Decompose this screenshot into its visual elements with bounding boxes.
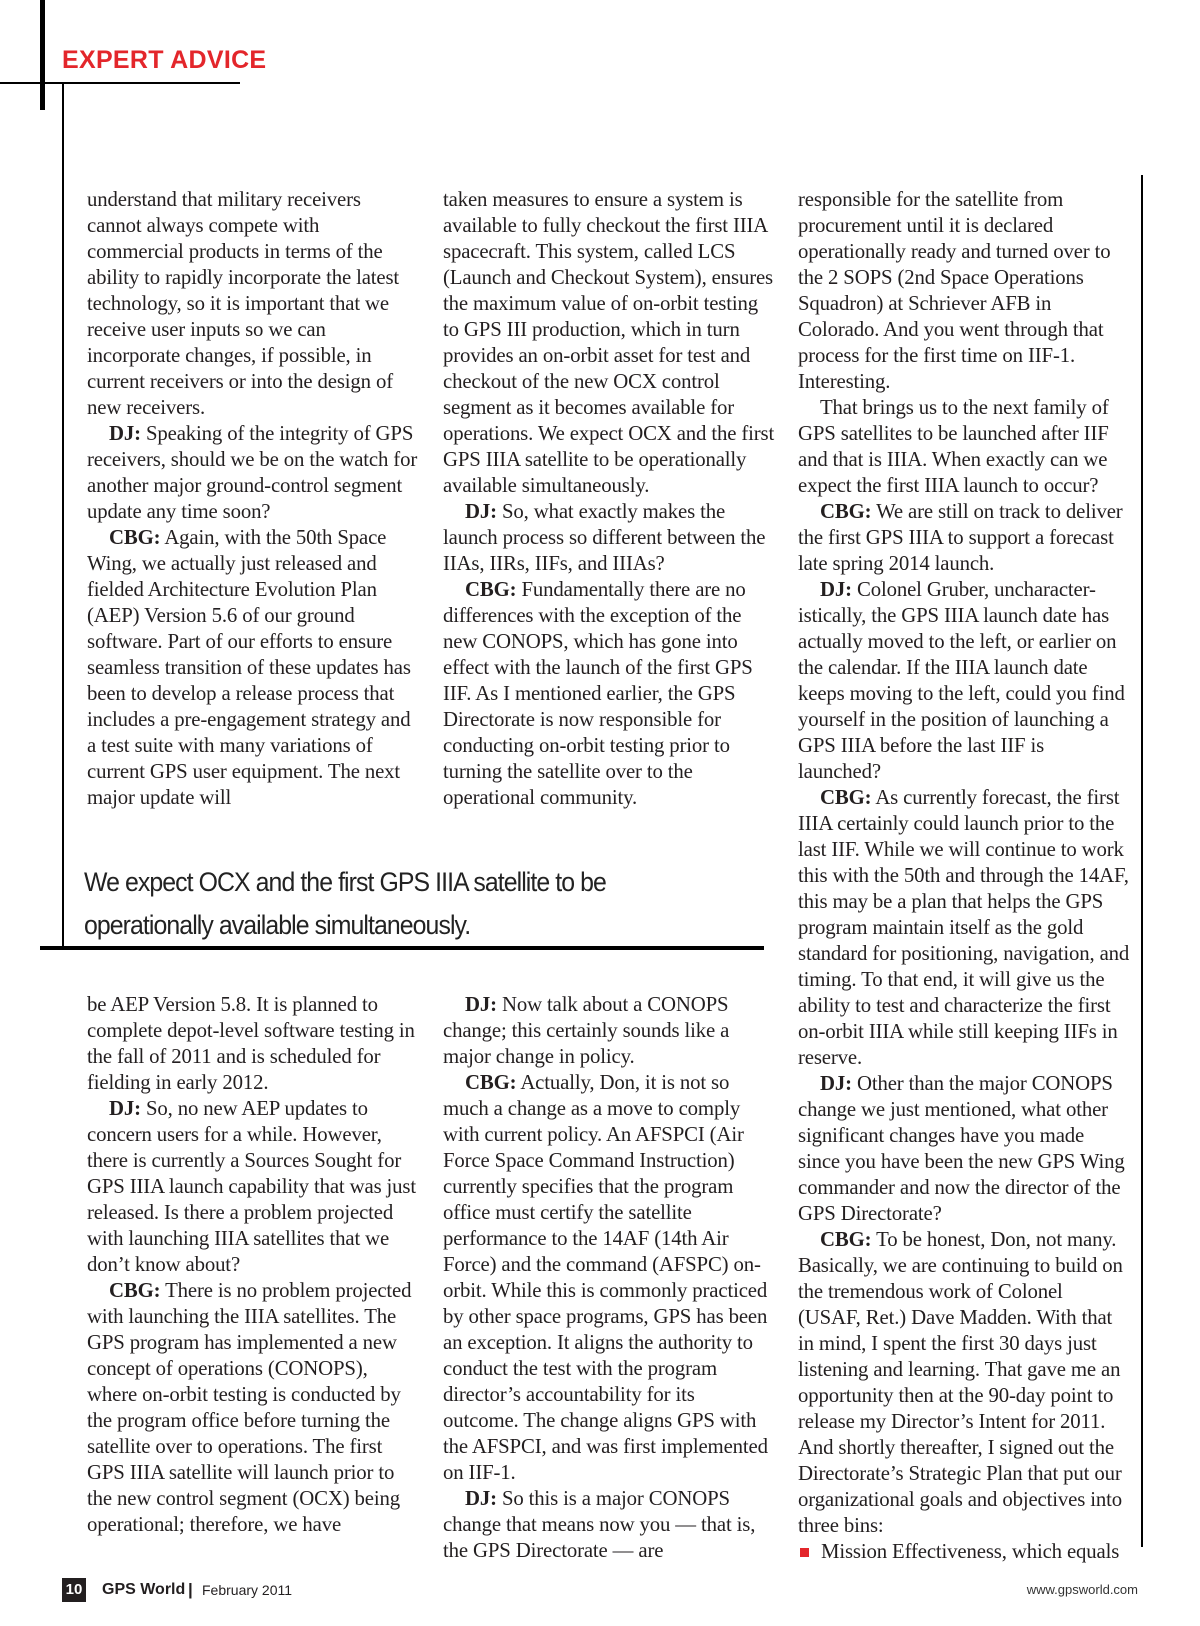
- header-horizontal-rule: [0, 82, 240, 84]
- paragraph: [87, 992, 419, 1096]
- speaker-label: CBG:: [820, 500, 872, 523]
- magazine-name: GPS World: [102, 1581, 186, 1598]
- paragraph-text: be AEP Version 5.8. It is planned to complete depot-level software testing in the fall of 2011 and is scheduled for fielding in early 2012.: [87, 993, 415, 1094]
- speaker-label: CBG:: [820, 786, 872, 809]
- issue-date: February 2011: [202, 1582, 293, 1598]
- paragraph-text: understand that military receivers cannot always compete with commercial products in terms of the ability to rapidly incorporate the latest technology, so it is important that we receive user inputs so we can incorporate changes, if possible, in current receivers or into the design of new receivers.: [87, 188, 400, 419]
- paragraph: [443, 992, 775, 1070]
- paragraph: [87, 421, 419, 525]
- speaker-label: DJ:: [465, 993, 497, 1016]
- speaker-label: CBG:: [465, 1071, 517, 1094]
- speaker-label: CBG:: [109, 526, 161, 549]
- section-label: EXPERT ADVICE: [62, 46, 267, 74]
- column-1-top: [87, 187, 419, 811]
- speaker-label: DJ:: [109, 1097, 141, 1120]
- paragraph: [87, 1096, 419, 1278]
- paragraph: [87, 187, 419, 421]
- paragraph-text: As currently forecast, the first IIIA certainly could launch prior to the last IIF. While we will continue to work this with the 50th and through the 14AF, this may be a plan that helps the GPS program maintain itself as the gold standard for positioning, navigation, and timing. To that end, it will give us the ability to test and characterize the first on-orbit IIIA while still keeping IIFs in reserve.: [798, 786, 1130, 1069]
- paragraph: [443, 1486, 775, 1564]
- website-link[interactable]: www.gpsworld.com: [1026, 1582, 1138, 1597]
- paragraph-text: We are still on track to deliver the first GPS IIIA to support a forecast late spring 2014 launch.: [798, 500, 1123, 575]
- paragraph-text: taken measures to ensure a system is available to fully checkout the first IIIA spacecraft. This system, called LCS (Launch and Checkout System), ensures the maximum value of on-orbit testing to GPS III production, which in turn provides an on-orbit asset for test and checkout of the new OCX control segment as it becomes available for operations. We expect OCX and the first GPS IIIA satellite to be operationally available simultaneously.: [443, 188, 775, 497]
- paragraph-text: Other than the major CONOPS change we just mentioned, what other significant changes have you made since you have been the new GPS Wing commander and now the director of the GPS Directorate?: [798, 1072, 1125, 1225]
- speaker-label: DJ:: [109, 422, 141, 445]
- paragraph: [443, 499, 775, 577]
- speaker-label: DJ:: [465, 1487, 497, 1510]
- speaker-label: DJ:: [820, 578, 852, 601]
- paragraph-text: Now talk about a CONOPS change; this certainly sounds like a major change in policy.: [443, 993, 730, 1068]
- right-vertical-rule: [1141, 175, 1143, 1547]
- page-number: 10: [62, 1578, 86, 1602]
- paragraph: [87, 525, 419, 811]
- paragraph-text: Actually, Don, it is not so much a change as a move to comply with current policy. An AFSPCI (Air Force Space Command Instruction) currently specifies that the program office must certify the satellite performance to the 14AF (14th Air Force) and the command (AFSPC) on-orbit. While this is commonly practiced by other space programs, GPS has been an exception. It aligns the authority to conduct the test with the program director’s accountability for its outcome. The change aligns GPS with the AFSPCI, and was first implemented on IIF-1.: [443, 1071, 768, 1484]
- speaker-label: DJ:: [820, 1072, 852, 1095]
- paragraph-text: That brings us to the next family of GPS satellites to be launched after IIF and that is IIIA. When exactly can we expect the first IIIA launch to occur?: [798, 396, 1109, 497]
- paragraph: [798, 395, 1130, 499]
- column-2-bottom: [443, 992, 775, 1564]
- paragraph: [443, 577, 775, 811]
- paragraph: [87, 1278, 419, 1538]
- paragraph-text: Fundamentally there are no differences with the exception of the new CONOPS, which has gone into effect with the launch of the first GPS IIF. As I mentioned earlier, the GPS Directorate is now responsible for conducting on-orbit testing prior to turning the satellite over to the operational community.: [443, 578, 753, 809]
- bullet-item: [798, 1539, 1130, 1565]
- left-vertical-rule: [62, 84, 64, 948]
- column-2-top: [443, 187, 775, 811]
- column-3: [798, 187, 1130, 1565]
- paragraph: [443, 1070, 775, 1486]
- footer-separator: |: [188, 1580, 193, 1599]
- bullet-text: Mission Effectiveness, which equals: [821, 1540, 1120, 1563]
- paragraph-text: Again, with the 50th Space Wing, we actually just released and fielded Architecture Evolution Plan (AEP) Version 5.6 of our ground software. Part of our efforts to ensure seamless transition of these updates has been to develop a release process that includes a pre-engagement strategy and a test suite with many variations of current GPS user equipment. The next major update will: [87, 526, 411, 809]
- paragraph: [798, 187, 1130, 395]
- paragraph: [798, 499, 1130, 577]
- pull-quote: We expect OCX and the first GPS IIIA satellite to be operationally available simultaneously.: [84, 867, 606, 940]
- paragraph-text: responsible for the satellite from procurement until it is declared operationally ready and turned over to the 2 SOPS (2nd Space Operations Squadron) at Schriever AFB in Colorado. And you went through that process for the first time on IIF-1. Interesting.: [798, 188, 1111, 393]
- paragraph: [798, 785, 1130, 1071]
- paragraph-text: Speaking of the integrity of GPS receivers, should we be on the watch for another major ground-control segment update any time soon?: [87, 422, 418, 523]
- speaker-label: CBG:: [465, 578, 517, 601]
- paragraph-text: To be honest, Don, not many. Basically, we are continuing to build on the tremendous work of Colonel (USAF, Ret.) Dave Madden. With that in mind, I spent the first 30 days just listening and learning. That gave me an opportunity then at the 90-day point to release my Director’s Intent for 2011. And shortly thereafter, I signed out the Directorate’s Strategic Plan that put our organizational goals and objectives into three bins:: [798, 1228, 1123, 1537]
- column-1-bottom: [87, 992, 419, 1538]
- paragraph: [798, 1227, 1130, 1539]
- paragraph-text: So this is a major CONOPS change that means now you — that is, the GPS Directorate — are: [443, 1487, 756, 1562]
- speaker-label: CBG:: [109, 1279, 161, 1302]
- paragraph-text: There is no problem projected with launching the IIIA satellites. The GPS program has implemented a new concept of operations (CONOPS), where on-orbit testing is conducted by the program office before turning the satellite over to operations. The first GPS IIIA satellite will launch prior to the new control segment (OCX) being operational; therefore, we have: [87, 1279, 412, 1536]
- square-bullet-icon: [800, 1548, 809, 1557]
- paragraph: [443, 187, 775, 499]
- paragraph: [798, 1071, 1130, 1227]
- speaker-label: CBG:: [820, 1228, 872, 1251]
- header-vertical-rule: [40, 0, 45, 110]
- paragraph-text: Colonel Gruber, uncharacter-istically, the GPS IIIA launch date has actually moved to the left, or earlier on the calendar. If the IIIA launch date keeps moving to the left, could you find yourself in the position of launching a GPS IIIA before the last IIF is launched?: [798, 578, 1125, 783]
- paragraph: [798, 577, 1130, 785]
- paragraph-text: So, no new AEP updates to concern users for a while. However, there is currently a Sources Sought for GPS IIIA launch capability that was just released. Is there a problem projected with launching IIIA satellites that we don’t know about?: [87, 1097, 417, 1276]
- speaker-label: DJ:: [465, 500, 497, 523]
- paragraph-text: So, what exactly makes the launch process so different between the IIAs, IIRs, IIFs, and IIIAs?: [443, 500, 766, 575]
